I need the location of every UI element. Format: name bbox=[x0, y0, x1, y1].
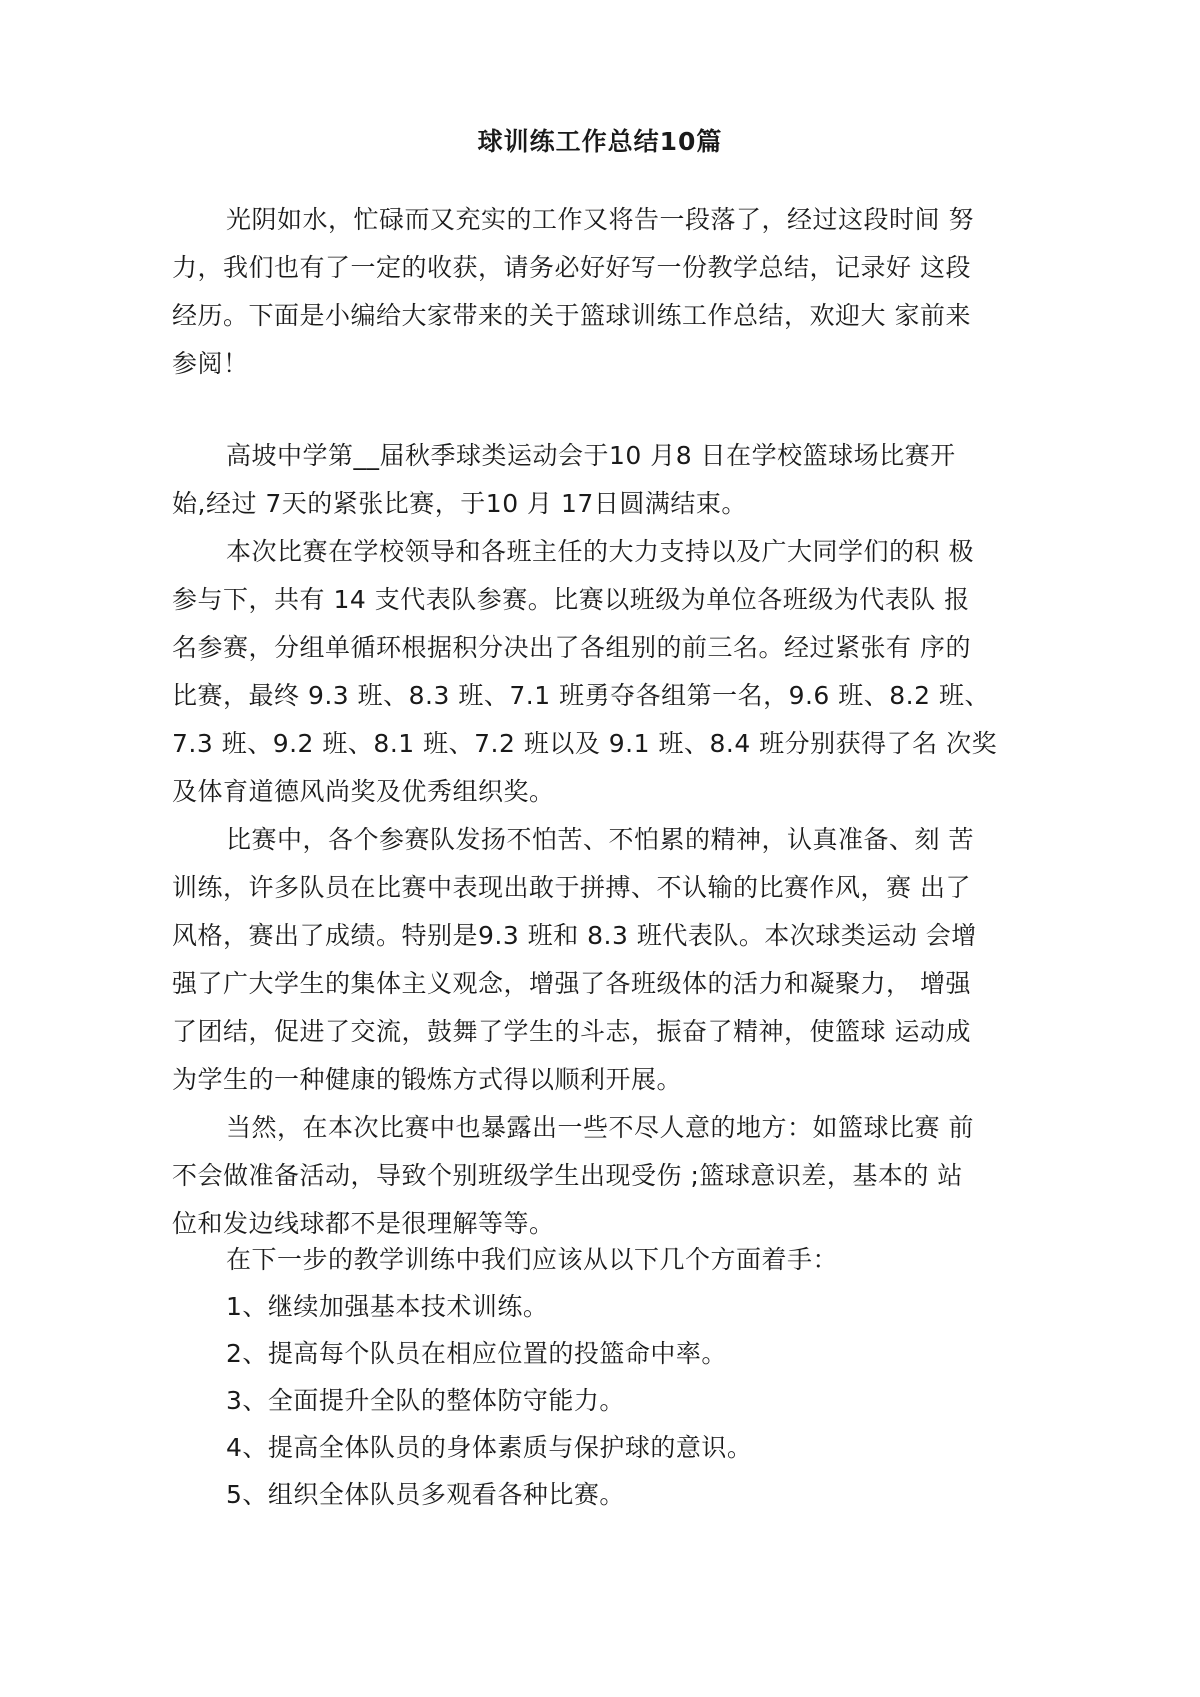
paragraph-line: 7.3 班、9.2 班、8.1 班、7.2 班以及 9.1 班、8.4 班分别获得了名 次奖 bbox=[172, 729, 998, 758]
paragraph-line: 本次比赛在学校领导和各班主任的大力支持以及广大同学们的积 极 bbox=[226, 537, 974, 566]
steps-intro: 在下一步的教学训练中我们应该从以下几个方面着手： bbox=[226, 1245, 839, 1274]
paragraph-line: 及体育道德风尚奖及优秀组织奖。 bbox=[172, 777, 555, 806]
paragraph-line: 比赛，最终 9.3 班、8.3 班、7.1 班勇夺各组第一名，9.6 班、8.2 班、 bbox=[172, 681, 990, 710]
paragraph-line: 始,经过 7天的紧张比赛，于10 月 17日圆满结束。 bbox=[172, 489, 747, 518]
paragraph-line: 风格，赛出了成绩。特别是9.3 班和 8.3 班代表队。本次球类运动 会增 bbox=[172, 921, 977, 950]
paragraph-line: 不会做准备活动，导致个别班级学生出现受伤 ;篮球意识差，基本的 站 bbox=[172, 1161, 963, 1190]
paragraph-line: 名参赛，分组单循环根据积分决出了各组别的前三名。经过紧张有 序的 bbox=[172, 633, 971, 662]
paragraph-line: 力，我们也有了一定的收获，请务必好好写一份教学总结，记录好 这段 bbox=[172, 253, 971, 282]
paragraph-line: 参阅！ bbox=[172, 349, 249, 378]
paragraph-line: 当然，在本次比赛中也暴露出一些不尽人意的地方：如篮球比赛 前 bbox=[226, 1113, 974, 1142]
list-item: 2、提高每个队员在相应位置的投篮命中率。 bbox=[226, 1339, 727, 1368]
paragraph-line: 为学生的一种健康的锻炼方式得以顺利开展。 bbox=[172, 1065, 683, 1094]
document-title: 球训练工作总结10篇 bbox=[477, 127, 723, 156]
paragraph-line: 光阴如水，忙碌而又充实的工作又将告一段落了，经过这段时间 努 bbox=[226, 205, 974, 234]
paragraph-line: 了团结，促进了交流，鼓舞了学生的斗志，振奋了精神，使篮球 运动成 bbox=[172, 1017, 971, 1046]
list-item: 1、继续加强基本技术训练。 bbox=[226, 1292, 549, 1321]
paragraph-line: 比赛中，各个参赛队发扬不怕苦、不怕累的精神，认真准备、刻 苦 bbox=[226, 825, 974, 854]
body-section bbox=[172, 432, 1028, 1248]
list-item: 4、提高全体队员的身体素质与保护球的意识。 bbox=[226, 1433, 753, 1462]
paragraph-line: 经历。下面是小编给大家带来的关于篮球训练工作总结，欢迎大 家前来 bbox=[172, 301, 971, 330]
paragraph-line: 高坡中学第__届秋季球类运动会于10 月8 日在学校篮球场比赛开 bbox=[226, 441, 956, 470]
paragraph-line: 训练，许多队员在比赛中表现出敢于拼搏、不认输的比赛作风，赛 出了 bbox=[172, 873, 971, 902]
intro-paragraph bbox=[172, 196, 1028, 388]
paragraph-line: 参与下，共有 14 支代表队参赛。比赛以班级为单位各班级为代表队 报 bbox=[172, 585, 970, 614]
steps-section bbox=[172, 1236, 1028, 1518]
list-item: 5、组织全体队员多观看各种比赛。 bbox=[226, 1480, 625, 1509]
list-item: 3、全面提升全队的整体防守能力。 bbox=[226, 1386, 625, 1415]
paragraph-line: 强了广大学生的集体主义观念，增强了各班级体的活力和凝聚力， 增强 bbox=[172, 969, 971, 998]
paragraph-line: 位和发边线球都不是很理解等等。 bbox=[172, 1209, 555, 1238]
